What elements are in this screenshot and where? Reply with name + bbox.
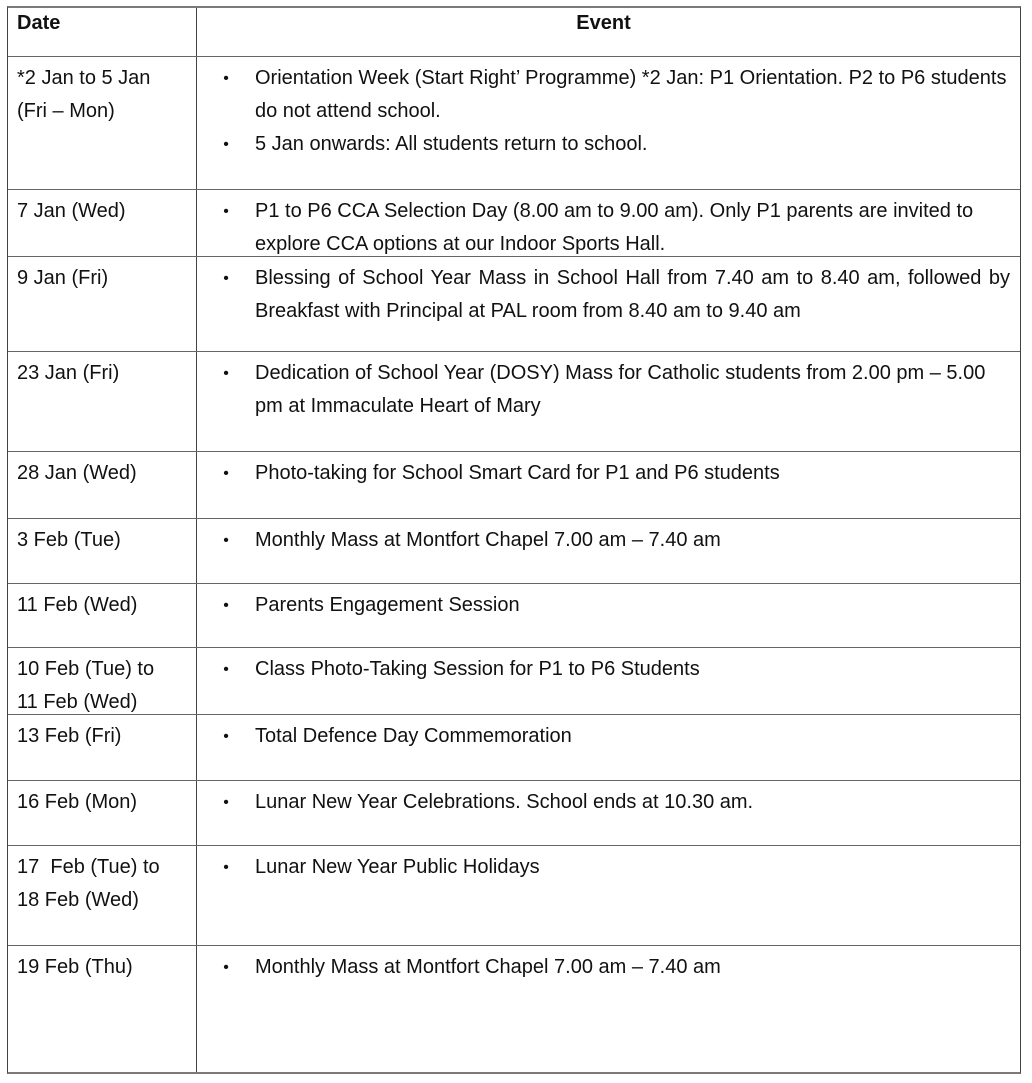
- event-cell: [197, 648, 1020, 714]
- date-cell: [8, 584, 197, 647]
- date-line: *2 Jan to 5 Jan: [17, 67, 151, 89]
- event-cell: [197, 190, 1020, 256]
- date-cell: [8, 946, 197, 1072]
- date-cell: [8, 715, 197, 780]
- event-cell: [197, 781, 1020, 845]
- event-text: Parents Engagement Session: [255, 594, 520, 616]
- date-line: 17 Feb (Tue) to: [17, 856, 160, 878]
- date-line: 19 Feb (Thu): [17, 956, 133, 978]
- event-item: [197, 62, 1010, 128]
- bullet-icon: •: [223, 270, 229, 287]
- table-row: [8, 257, 1020, 352]
- header-event: Event: [576, 12, 631, 34]
- table-row: [8, 190, 1020, 257]
- date-line: 13 Feb (Fri): [17, 725, 122, 747]
- event-cell: [197, 946, 1020, 1072]
- event-text: Lunar New Year Public Holidays: [255, 856, 540, 878]
- date-line: 11 Feb (Wed): [17, 594, 138, 616]
- table-row: [8, 57, 1020, 190]
- date-cell: [8, 190, 197, 256]
- date-cell: [8, 352, 197, 451]
- event-item: [197, 653, 1010, 686]
- table-row: [8, 352, 1020, 452]
- event-item: [197, 786, 1010, 819]
- bullet-icon: •: [223, 859, 229, 876]
- bullet-icon: •: [223, 959, 229, 976]
- header-date: Date: [8, 8, 197, 56]
- event-text: Blessing of School Year Mass in School Hall from 7.40 am to 8.40 am, followed by Breakfast with Principal at PAL room from 8.40 am to 9.40 am: [255, 267, 1010, 322]
- bullet-icon: •: [223, 794, 229, 811]
- table-header-row: [8, 8, 1020, 57]
- event-item: [197, 720, 1010, 753]
- date-line: 11 Feb (Wed): [17, 691, 138, 713]
- date-line: 23 Jan (Fri): [17, 362, 120, 384]
- date-cell: [8, 781, 197, 845]
- date-cell: [8, 648, 197, 714]
- date-cell: [8, 846, 197, 945]
- event-item: [197, 195, 1010, 261]
- event-text: Class Photo-Taking Session for P1 to P6 Students: [255, 658, 700, 680]
- event-item: [197, 457, 1010, 490]
- event-text: Monthly Mass at Montfort Chapel 7.00 am – 7.40 am: [255, 956, 721, 978]
- event-item: [197, 951, 1010, 984]
- table-row: [8, 584, 1020, 648]
- event-cell: [197, 352, 1020, 451]
- event-item: [197, 262, 1010, 328]
- event-cell: [197, 846, 1020, 945]
- date-cell: [8, 257, 197, 351]
- bullet-icon: •: [223, 203, 229, 220]
- event-item: [197, 851, 1010, 884]
- event-item: [197, 128, 1010, 161]
- event-text: P1 to P6 CCA Selection Day (8.00 am to 9.00 am). Only P1 parents are invited to explore CCA options at our Indoor Sports Hall.: [255, 200, 974, 255]
- bullet-icon: •: [223, 70, 229, 87]
- date-line: 7 Jan (Wed): [17, 200, 126, 222]
- table-row: [8, 452, 1020, 519]
- events-table: [7, 6, 1021, 1074]
- table-row: [8, 846, 1020, 946]
- event-cell: [197, 715, 1020, 780]
- date-cell: [8, 452, 197, 518]
- date-line: 10 Feb (Tue) to: [17, 658, 155, 680]
- event-cell: [197, 257, 1020, 351]
- date-line: 18 Feb (Wed): [17, 889, 139, 911]
- event-text: Total Defence Day Commemoration: [255, 725, 572, 747]
- table-row: [8, 648, 1020, 715]
- date-line: 3 Feb (Tue): [17, 529, 121, 551]
- bullet-icon: •: [223, 532, 229, 549]
- event-text: Monthly Mass at Montfort Chapel 7.00 am – 7.40 am: [255, 529, 721, 551]
- table-row: [8, 781, 1020, 846]
- event-item: [197, 357, 1010, 423]
- date-line: 9 Jan (Fri): [17, 267, 109, 289]
- date-cell: [8, 57, 197, 189]
- table-row: [8, 946, 1020, 1072]
- bullet-icon: •: [223, 465, 229, 482]
- event-item: [197, 524, 1010, 557]
- event-cell: [197, 584, 1020, 647]
- bullet-icon: •: [223, 728, 229, 745]
- bullet-icon: •: [223, 136, 229, 153]
- event-text: Lunar New Year Celebrations. School ends at 10.30 am.: [255, 791, 754, 813]
- event-cell: [197, 519, 1020, 583]
- bullet-icon: •: [223, 661, 229, 678]
- event-cell: [197, 57, 1020, 189]
- date-line: 28 Jan (Wed): [17, 462, 137, 484]
- event-text: 5 Jan onwards: All students return to school.: [255, 133, 648, 155]
- bullet-icon: •: [223, 365, 229, 382]
- event-text: Dedication of School Year (DOSY) Mass for Catholic students from 2.00 pm – 5.00 pm at Immaculate Heart of Mary: [255, 362, 986, 417]
- date-cell: [8, 519, 197, 583]
- bullet-icon: •: [223, 597, 229, 614]
- table-row: [8, 519, 1020, 584]
- table-row: [8, 715, 1020, 781]
- event-item: [197, 589, 1010, 622]
- event-text: Photo-taking for School Smart Card for P1 and P6 students: [255, 462, 780, 484]
- date-line: (Fri – Mon): [17, 100, 115, 122]
- date-line: 16 Feb (Mon): [17, 791, 138, 813]
- event-text: Orientation Week (Start Right’ Programme) *2 Jan: P1 Orientation. P2 to P6 students do not attend school.: [255, 67, 1007, 122]
- event-cell: [197, 452, 1020, 518]
